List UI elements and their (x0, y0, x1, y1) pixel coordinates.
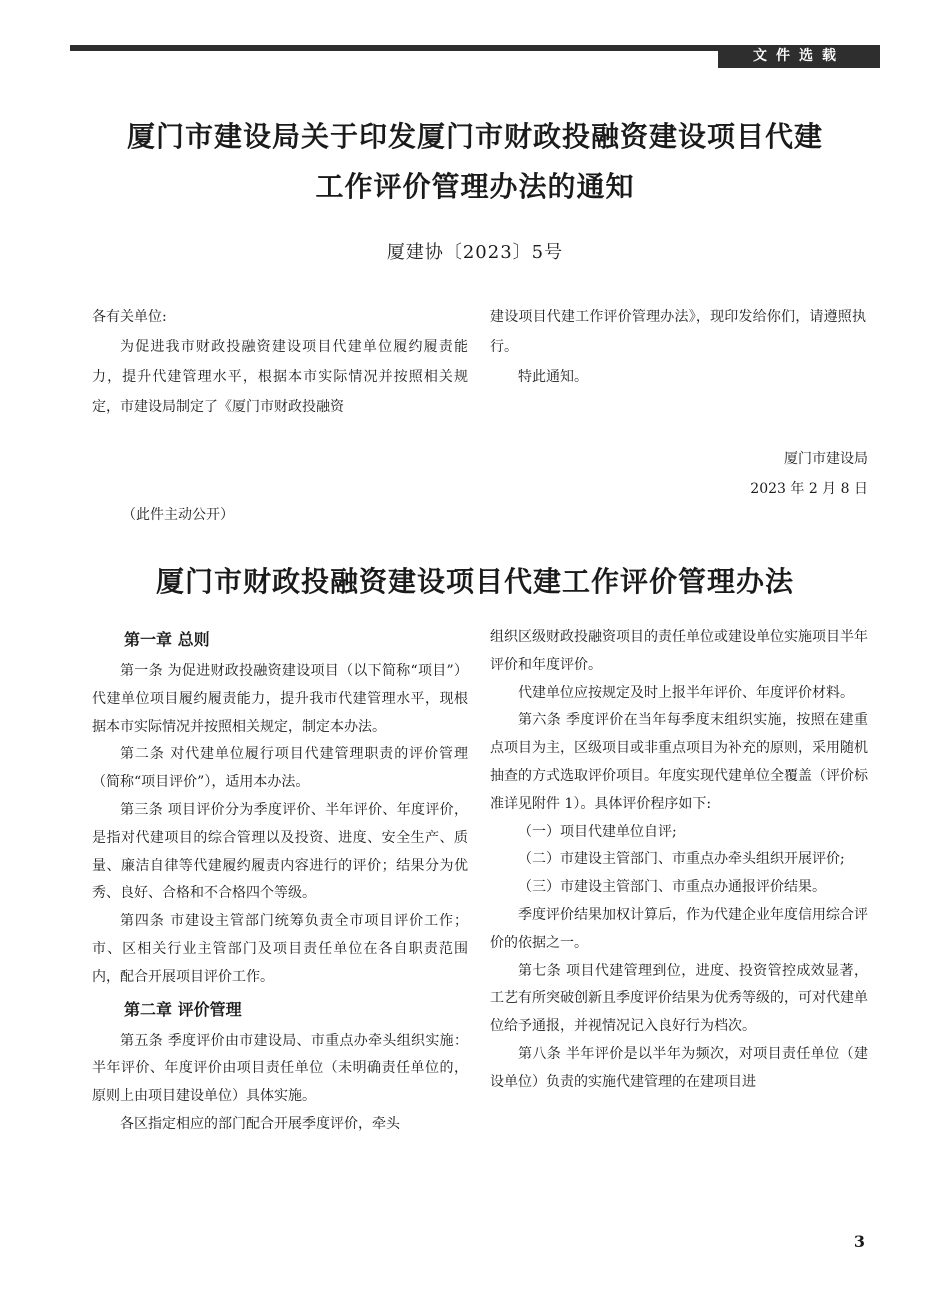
article-3: 第三条 项目评价分为季度评价、半年评价、年度评价，是指对代建项目的综合管理以及投资、进度、安全生产、质量、廉洁自律等代建履约履责内容进行的评价；结果分为优秀、良好、合格和不合格四个等级。 (92, 801, 468, 902)
article-8: 第八条 半年评价是以半年为频次，对项目责任单位（建设单位）负责的实施代建管理的在建项目进 (490, 1045, 868, 1090)
notice-left-column (92, 302, 468, 422)
list-item: （一）项目代建单位自评; (518, 823, 677, 840)
salutation: 各有关单位: (92, 309, 167, 325)
article-4: 第四条 市建设主管部门统筹负责全市项目评价工作；市、区相关行业主管部门及项目责任单位在各自职责范围内，配合开展项目评价工作。 (92, 913, 468, 985)
notice-title (70, 112, 880, 212)
article-5-paragraph: 代建单位应按规定及时上报半年评价、年度评价材料。 (518, 684, 854, 701)
article-1: 第一条 为促进财政投融资建设项目（以下简称“项目”）代建单位项目履约履责能力，提升我市代建管理水平，现根据本市实际情况并按照相关规定，制定本办法。 (92, 663, 468, 735)
measures-right-column (490, 624, 868, 1097)
measures-title: 厦门市财政投融资建设项目代建工作评价管理办法 (155, 565, 794, 598)
article-6-paragraph: 季度评价结果加权计算后，作为代建企业年度信用综合评价的依据之一。 (490, 906, 868, 951)
document-number: 厦建协〔2023〕5号 (386, 242, 564, 263)
article-5-continuation: 组织区级财政投融资项目的责任单位或建设单位实施项目半年评价和年度评价。 (490, 629, 868, 673)
page-number: 3 (853, 1232, 865, 1251)
article-5: 第五条 季度评价由市建设局、市重点办牵头组织实施：半年评价、年度评价由项目责任单位（未明确责任单位的，原则上由项目建设单位）具体实施。 (92, 1032, 468, 1105)
section-label: 文件选载 (718, 45, 880, 68)
measures-left-column (92, 622, 468, 1139)
article-6: 第六条 季度评价在当年每季度末组织实施，按照在建重点项目为主，区级项目或非重点项目为补充的原则，采用随机抽查的方式选取评价项目。年度实现代建单位全覆盖（评价标准详见附件 1）。具体评价程序如下: (490, 712, 868, 812)
list-item: （二）市建设主管部门、市重点办牵头组织开展评价; (518, 851, 845, 868)
notice-body-right: 建设项目代建工作评价管理办法》，现印发给你们，请遵照执行。 (490, 309, 866, 355)
disclosure-note: （此件主动公开） (122, 507, 234, 523)
issuer: 厦门市建设局 (784, 451, 868, 467)
notice-title-line1: 厦门市建设局关于印发厦门市财政投融资建设项目代建 (126, 120, 823, 153)
article-5-paragraph: 各区指定相应的部门配合开展季度评价，牵头 (120, 1115, 400, 1132)
closing: 特此通知。 (518, 369, 588, 385)
notice-right-column (490, 302, 866, 392)
notice-title-line2: 工作评价管理办法的通知 (315, 170, 635, 203)
chapter-heading: 第二章 评价管理 (124, 999, 242, 1019)
article-7: 第七条 项目代建管理到位，进度、投资管控成效显著，工艺有所突破创新且季度评价结果为优秀等级的，可对代建单位给予通报，并视情况记入良好行为档次。 (490, 962, 868, 1035)
notice-body-left: 为促进我市财政投融资建设项目代建单位履约履责能力，提升代建管理水平，根据本市实际情况并按照相关规定，市建设局制定了《厦门市财政投融资 (92, 339, 468, 415)
issue-date: 2023 年 2 月 8 日 (750, 481, 868, 497)
list-item: （三）市建设主管部门、市重点办通报评价结果。 (518, 879, 826, 896)
article-2: 第二条 对代建单位履行项目代建管理职责的评价管理（简称“项目评价”），适用本办法。 (92, 746, 468, 791)
chapter-heading: 第一章 总则 (124, 630, 210, 649)
